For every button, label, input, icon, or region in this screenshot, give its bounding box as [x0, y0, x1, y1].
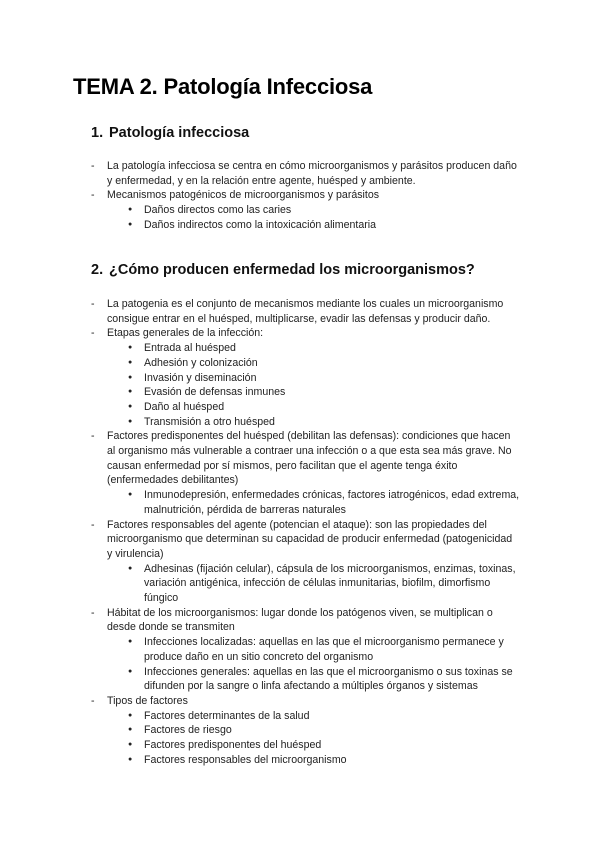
- section-number: 1.: [91, 125, 104, 141]
- bullet-item: ● Daños directos como las caries: [107, 203, 520, 218]
- bullet-item: ● Factores de riesgo: [107, 723, 520, 738]
- list-item: [0, 518, 600, 606]
- section-heading-1: [91, 125, 249, 141]
- list-item-text: Etapas generales de la infección:: [107, 327, 264, 340]
- list-item-text: La patología infecciosa se centra en cómo microorganismos y parásitos producen daño y enfermedad, y en la relación entre agente, huésped y ambiente.: [107, 160, 517, 187]
- bullet-item: ● Infecciones generales: aquellas en las que el microorganismo o sus toxinas se difunden por la sangre o linfa afectando a múltiples órganos y sistemas: [107, 665, 520, 694]
- list-item: [0, 606, 600, 694]
- sub-list: [107, 562, 520, 606]
- section-2-list: [0, 297, 600, 768]
- list-item-text: Hábitat de los microorganismos: lugar donde los patógenos viven, se multiplican o desde donde se transmiten: [107, 606, 493, 634]
- list-item-text: Mecanismos patogénicos de microorganismos y parásitos: [107, 189, 380, 202]
- page-title: TEMA 2. Patología Infecciosa: [73, 74, 373, 99]
- bullet-item: ● Transmisión a otro huésped: [107, 415, 520, 430]
- list-item: [0, 694, 600, 768]
- bullet-item: ● Daños indirectos como la intoxicación alimentaria: [107, 218, 520, 233]
- list-item: [0, 188, 600, 232]
- bullet-item: ● Factores predisponentes del huésped: [107, 738, 520, 753]
- bullet-item: ● Inmunodepresión, enfermedades crónicas, factores iatrogénicos, edad extrema, malnutrición, pérdida de barreras naturales: [107, 488, 520, 517]
- list-item-text: La patogenia es el conjunto de mecanismos mediante los cuales un microorganismo consigue entrar en el huésped, multiplicarse, evadir las defensas y producir daño.: [107, 298, 504, 325]
- sub-list: [107, 709, 520, 768]
- bullet-item: ● Factores responsables del microorganismo: [107, 753, 520, 768]
- sub-list: [107, 635, 520, 694]
- bullet-item: ● Adhesión y colonización: [107, 356, 520, 371]
- section-number: 2.: [91, 262, 104, 278]
- list-item: [0, 326, 600, 429]
- bullet-item: ● Factores determinantes de la salud: [107, 709, 520, 724]
- section-heading-2: [91, 262, 475, 278]
- bullet-item: ● Daño al huésped: [107, 400, 520, 415]
- sub-list: [107, 341, 520, 429]
- list-item-text: Factores predisponentes del huésped (debilitan las defensas): condiciones que hacen al organismo más vulnerable a contraer una infección o a que esta sea más grave. No causan enfermedad por sí mismos, pero facilitan que el agente tenga éxito (enfermedades debilitantes): [107, 430, 512, 487]
- bullet-item: ● Adhesinas (fijación celular), cápsula de los microorganismos, enzimas, toxinas, variación antigénica, infección de células inmunitarias, biofilm, dimorfismo fúngico: [107, 562, 520, 606]
- bullet-item: ● Infecciones localizadas: aquellas en las que el microorganismo permanece y produce daño en un sitio concreto del organismo: [107, 635, 520, 664]
- bullet-item: ● Entrada al huésped: [107, 341, 520, 356]
- list-item: [0, 159, 600, 188]
- list-item-text: Factores responsables del agente (potencian el ataque): son las propiedades del microorganismo que determinan su capacidad de producir enfermedad (patogenicidad y virulencia): [107, 518, 513, 560]
- bullet-item: ● Evasión de defensas inmunes: [107, 385, 520, 400]
- list-item: [0, 429, 600, 517]
- sub-list: [107, 488, 520, 517]
- section-title: Patología infecciosa: [109, 125, 250, 141]
- sub-list: [107, 203, 520, 232]
- section-1-list: [0, 159, 600, 233]
- list-item: [0, 297, 600, 326]
- list-item-text: Tipos de factores: [107, 694, 188, 707]
- section-title: ¿Cómo producen enfermedad los microorganismos?: [109, 262, 475, 278]
- bullet-item: ● Invasión y diseminación: [107, 371, 520, 386]
